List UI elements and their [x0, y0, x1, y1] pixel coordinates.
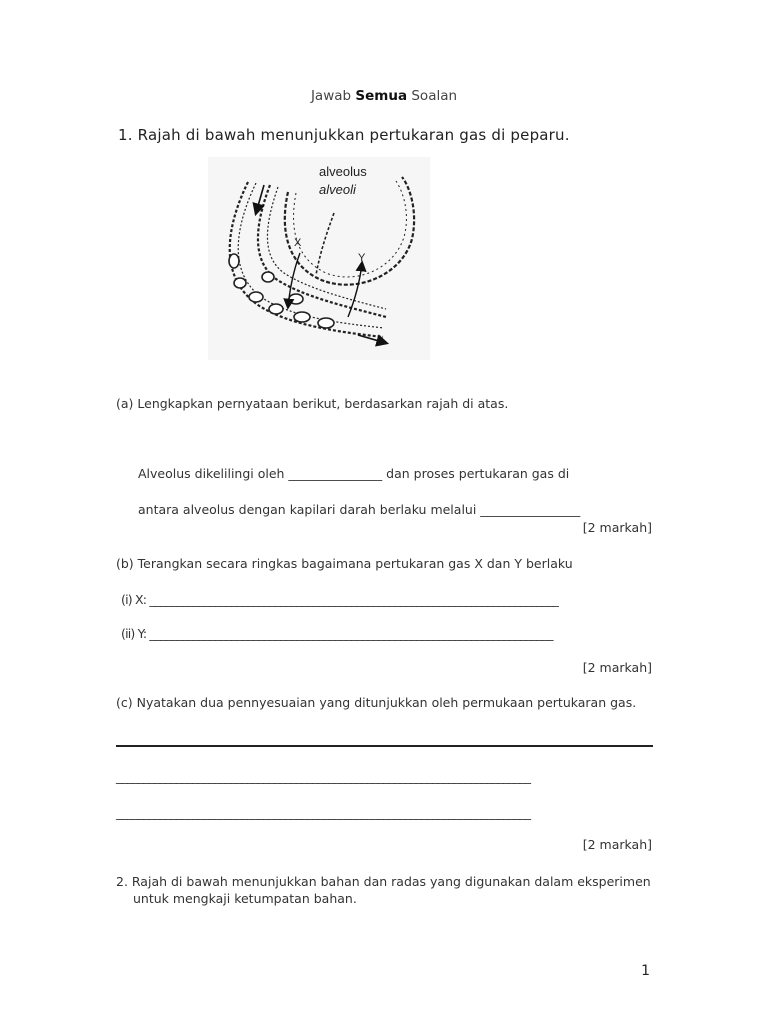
label-y: Y	[358, 252, 366, 264]
label-alveolus: alveolus	[319, 164, 367, 179]
part-a-line-1: Alveolus dikelilingi oleh _______________ dan proses pertukaran gas di	[138, 466, 570, 481]
part-b-answer-x: (i) X: ___________________________________________________________________________	[121, 592, 559, 607]
part-b-answer-y: (ii) Y: __________________________________________________________________________	[121, 626, 553, 641]
header-suffix: Soalan	[411, 88, 458, 104]
part-b-prompt: (b) Terangkan secara ringkas bagaimana pertukaran gas X dan Y berlaku	[116, 556, 573, 571]
header-prefix: Jawab	[310, 88, 352, 104]
label-alveoli: alveoli	[319, 182, 356, 197]
part-a-prompt: (a) Lengkapkan pernyataan berikut, berdasarkan rajah di atas.	[116, 396, 509, 411]
part-c-answer-line-2: ____________________________________________________________________________	[116, 769, 531, 784]
page-header	[0, 88, 768, 104]
part-b-marks: [2 markah]	[582, 660, 652, 675]
page-number: 1	[641, 963, 650, 979]
part-c-marks: [2 markah]	[582, 837, 652, 852]
part-c-answer-line-1	[116, 745, 653, 747]
part-a-line-2: antara alveolus dengan kapilari darah berlaku melalui ________________	[138, 502, 581, 517]
part-a-marks: [2 markah]	[582, 520, 652, 535]
header-bold: Semua	[355, 88, 408, 104]
part-c-prompt: (c) Nyatakan dua pennyesuaian yang ditunjukkan oleh permukaan pertukaran gas.	[116, 695, 637, 710]
part-c-answer-line-3: ____________________________________________________________________________	[116, 805, 531, 820]
question-1-text: 1. Rajah di bawah menunjukkan pertukaran gas di peparu.	[118, 126, 570, 144]
question-2-line-2: untuk mengkaji ketumpatan bahan.	[133, 891, 357, 906]
alveolus-diagram	[208, 157, 430, 360]
question-2-line-1: 2. Rajah di bawah menunjukkan bahan dan radas yang digunakan dalam eksperimen	[116, 874, 651, 889]
label-x: X	[294, 237, 302, 249]
